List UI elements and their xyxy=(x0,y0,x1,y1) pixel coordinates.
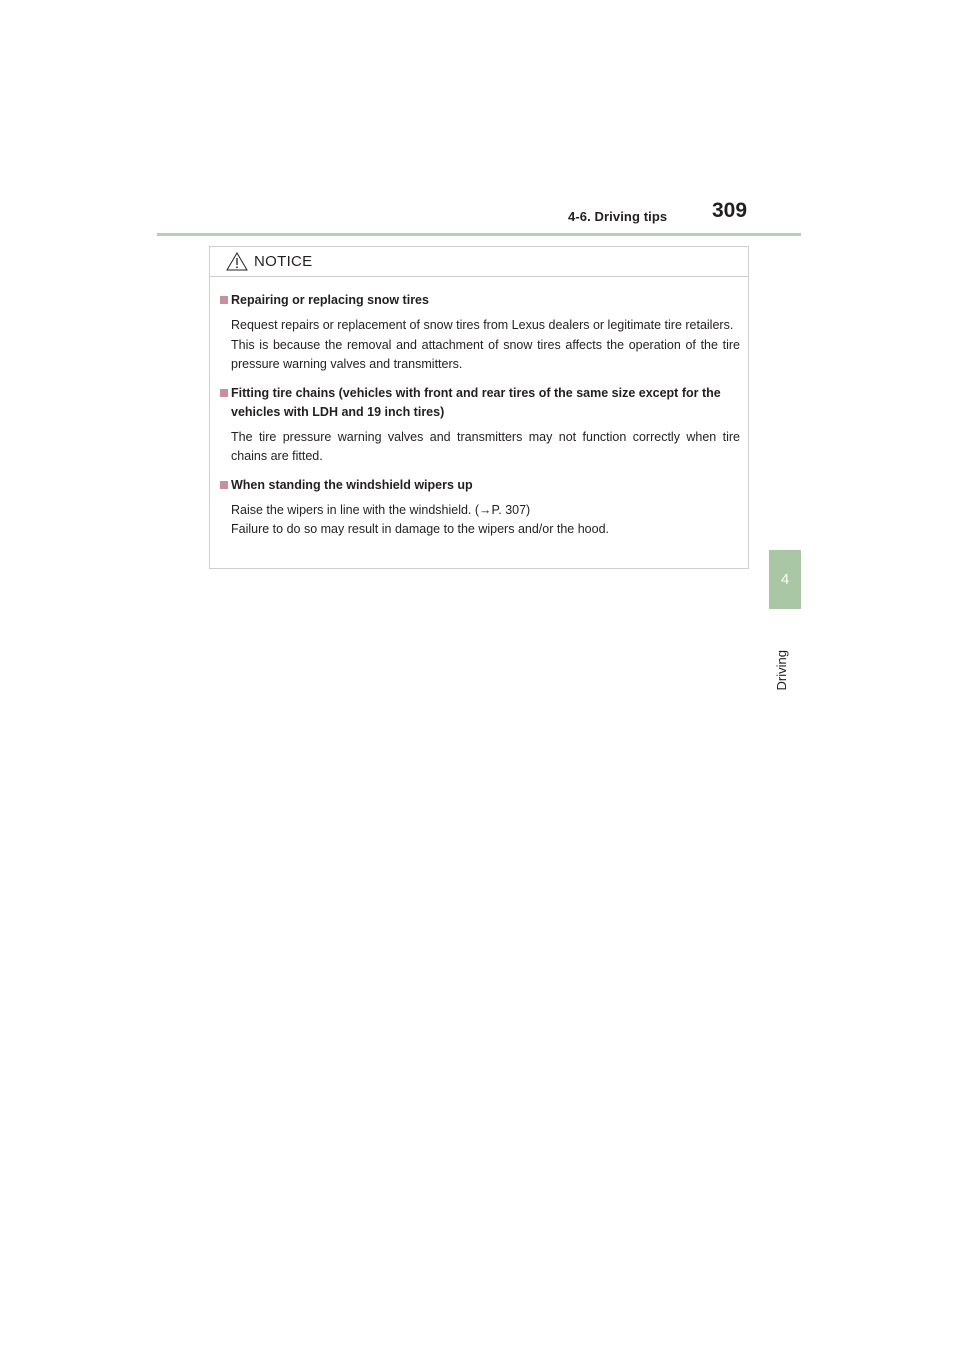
notice-item-tire-chains xyxy=(220,384,740,467)
page-number: 309 xyxy=(712,199,748,222)
square-bullet-icon xyxy=(220,296,228,304)
item-heading: When standing the windshield wipers up xyxy=(231,477,473,492)
notice-header xyxy=(210,247,748,277)
notice-item-wipers xyxy=(220,476,740,540)
item-paragraph: Raise the wipers in line with the windshield. (→P. 307) xyxy=(231,502,531,517)
chapter-number: 4 xyxy=(780,571,790,588)
section-title: 4-6. Driving tips xyxy=(568,209,668,224)
item-paragraph: The tire pressure warning valves and transmitters may not function correctly when tire chains are fitted. xyxy=(231,429,740,463)
notice-body xyxy=(210,277,748,540)
square-bullet-icon xyxy=(220,389,228,397)
notice-title: NOTICE xyxy=(254,253,313,270)
item-heading: Fitting tire chains (vehicles with front and rear tires of the same size except for the vehicles with LDH and 19 inch tires) xyxy=(231,385,721,419)
warning-triangle-icon xyxy=(226,252,248,271)
square-bullet-icon xyxy=(220,481,228,489)
header-divider xyxy=(157,233,801,236)
item-paragraph: Failure to do so may result in damage to the wipers and/or the hood. xyxy=(231,522,609,536)
item-paragraph: This is because the removal and attachment of snow tires affects the operation of the tire pressure warning valves and transmitters. xyxy=(231,337,740,371)
item-paragraph: Request repairs or replacement of snow tires from Lexus dealers or legitimate tire retailers. xyxy=(231,318,734,332)
item-heading: Repairing or replacing snow tires xyxy=(231,293,429,307)
notice-box xyxy=(209,246,749,569)
chapter-label: Driving xyxy=(774,650,789,691)
chapter-tab xyxy=(769,550,801,609)
notice-item-snow-tires xyxy=(220,291,740,375)
